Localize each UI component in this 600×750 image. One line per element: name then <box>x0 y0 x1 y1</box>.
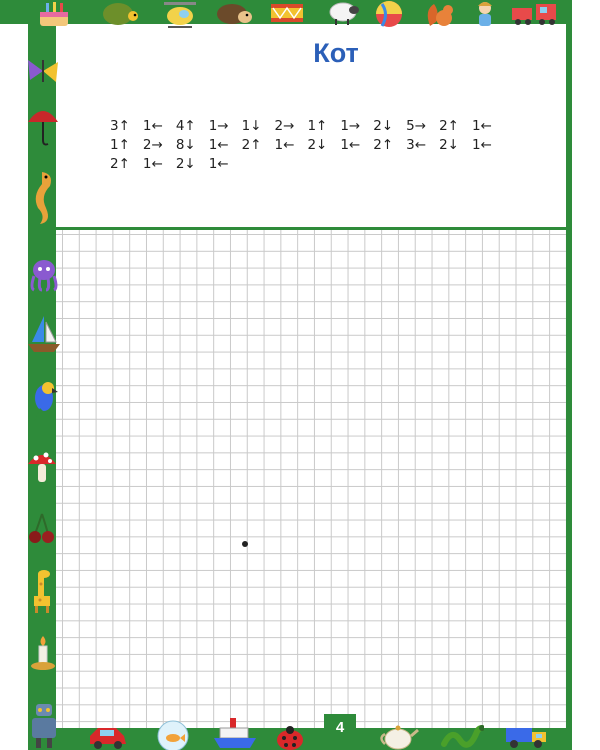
instruction-step: 4↑ <box>175 118 196 134</box>
teapot-icon <box>376 722 420 750</box>
instruction-step: 1← <box>274 137 295 153</box>
squared-paper-grid <box>56 230 566 728</box>
page-number: 4 <box>324 714 356 740</box>
fishbowl-icon <box>152 718 194 750</box>
ball-icon <box>372 0 406 28</box>
cherries-icon <box>26 512 58 546</box>
instruction-step: 5→ <box>406 118 427 134</box>
instruction-step: 1← <box>340 137 361 153</box>
instruction-step: 2↓ <box>439 137 459 153</box>
helicopter-icon <box>160 0 200 30</box>
instruction-step: 2→ <box>142 137 163 153</box>
truck-icon <box>504 722 550 750</box>
instruction-step: 2↓ <box>175 156 196 172</box>
octopus-icon <box>26 258 62 292</box>
instruction-step: 1→ <box>208 118 229 134</box>
instruction-step: 8↓ <box>175 137 196 153</box>
seahorse-icon <box>28 168 58 228</box>
instruction-step: 1← <box>471 118 492 134</box>
hedgehog-icon <box>214 0 254 26</box>
instruction-step: 2↑ <box>110 156 130 172</box>
instruction-step: 1← <box>142 118 163 134</box>
page-title: Кот <box>313 38 359 68</box>
instruction-step: 2↑ <box>241 137 262 153</box>
start-point-dot <box>242 541 248 547</box>
mushroom-icon <box>26 448 58 486</box>
squirrel-icon <box>424 0 458 28</box>
instruction-step: 1← <box>208 156 229 172</box>
instruction-line <box>110 136 560 155</box>
instruction-step: 2↑ <box>373 137 394 153</box>
robot-icon <box>26 700 62 750</box>
umbrella-icon <box>26 104 60 148</box>
dictation-instructions <box>110 117 560 174</box>
sailboat-icon <box>26 314 62 354</box>
instruction-step: 2↑ <box>439 118 459 134</box>
instruction-step: 3↑ <box>110 118 130 134</box>
instruction-step: 2↓ <box>307 137 328 153</box>
instruction-line <box>110 155 560 174</box>
instruction-step: 1→ <box>340 118 361 134</box>
instruction-step: 2→ <box>274 118 295 134</box>
giraffe-icon <box>28 568 58 614</box>
sheep-icon <box>326 0 360 26</box>
car-icon <box>86 722 130 750</box>
instruction-step: 2↓ <box>373 118 394 134</box>
drum-icon <box>268 0 306 26</box>
instruction-step: 3← <box>406 137 427 153</box>
candle-icon <box>28 634 58 674</box>
instruction-step: 1← <box>208 137 229 153</box>
doll-icon <box>470 0 500 28</box>
snake-icon <box>440 720 484 750</box>
toy-train-icon <box>510 0 560 26</box>
instruction-step: 1↑ <box>307 118 328 134</box>
turtle-icon <box>96 0 140 28</box>
parrot-icon <box>26 380 60 424</box>
steamboat-icon <box>212 716 258 750</box>
instruction-line <box>110 117 560 136</box>
butterfly-icon <box>26 54 60 88</box>
border-right <box>566 0 572 750</box>
instruction-step: 1↓ <box>241 118 262 134</box>
instruction-step: 1← <box>142 156 163 172</box>
instruction-step: 1↑ <box>110 137 130 153</box>
ladybug-icon <box>274 726 306 750</box>
cake-icon <box>34 0 74 30</box>
instruction-step: 1← <box>471 137 492 153</box>
